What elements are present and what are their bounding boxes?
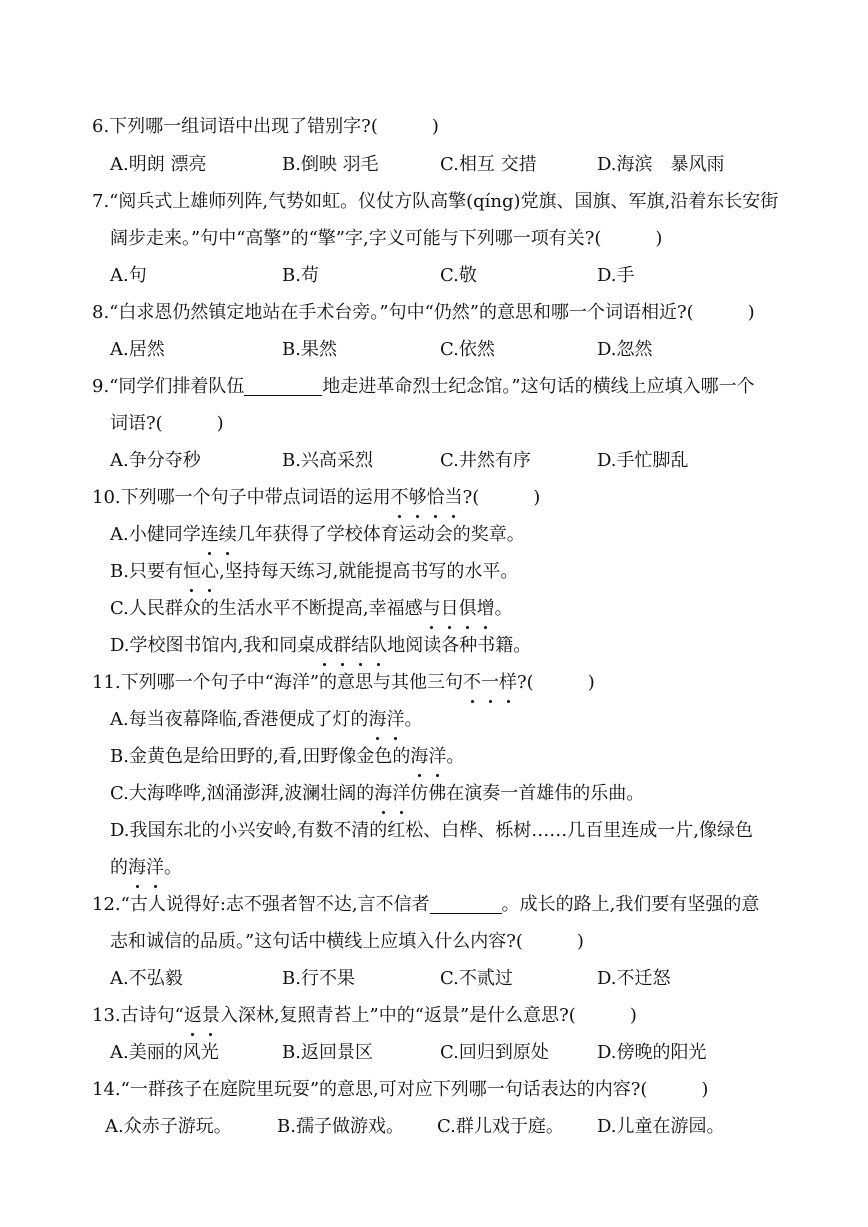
q14-options [0,1110,868,1144]
q11-a-rest: 。 [404,709,423,730]
emphasis-dot-char: 海 [374,777,392,811]
q9-stem-line1 [92,370,755,404]
q13-option-d[interactable]: D.傍晚的阳光 [597,1042,707,1063]
emphasis-dot-char: 俱 [459,592,477,626]
q11-c-dotted [374,783,410,804]
q10-option-c[interactable] [110,592,513,626]
q11-c-text: C.大海哗哗,汹涌澎湃,波澜壮阔的 [110,783,375,804]
emphasis-dot-char: 洋 [428,740,446,774]
emphasis-dot-char: 成 [315,629,333,663]
q11-a-text: A.每当夜幕降临,香港便成了灯的 [110,709,369,730]
q14-option-c[interactable]: C.群儿戏于庭。 [437,1116,564,1137]
emphasis-dot-char: 海 [410,740,428,774]
q6-option-b[interactable]: B.倒映 羽毛 [282,154,379,175]
emphasis-dot-char: 群 [333,629,351,663]
q10-option-a[interactable] [110,518,525,552]
emphasis-dot-char: 海 [368,703,386,737]
q12-answer-blank[interactable] [430,891,502,914]
q11-b-rest: 。 [446,746,465,767]
q13-stem-dotted [184,1005,220,1026]
q12-options [0,962,868,996]
emphasis-dot-char: 续 [219,518,237,552]
q10-d-text: D.学校图书馆内,我和同桌 [110,635,316,656]
q10-option-b[interactable] [110,555,518,589]
q14-stem: 14.“一群孩子在庭院里玩耍”的意思,可对应下列哪一句话表达的内容?( ) [92,1079,709,1100]
q13-options [0,1036,868,1070]
q7-stem-line1: 7.“阅兵式上雄师列阵,气势如虹。仪仗方队高擎(qíng)党旗、国旗、军旗,沿着东长安街 [92,191,779,212]
q11-stem-bracket: ?( ) [517,672,595,693]
emphasis-dot-char: 洋 [386,703,404,737]
emphasis-dot-char: 日 [441,592,459,626]
emphasis-dot-char: 景 [202,999,220,1033]
q7-stem-line2: 阔步走来。”句中“高擎”的“擎”字,字义可能与下列哪一项有关?( ) [110,228,663,249]
emphasis-dot-char: 洋 [146,851,164,885]
q12-option-a[interactable]: A.不弘毅 [110,968,183,989]
emphasis-dot-char: 一 [481,666,499,700]
q11-d-rest: 。 [164,857,182,878]
q9-option-a[interactable]: A.争分夺秒 [110,450,201,471]
q11-a-dotted [368,709,404,730]
q10-c-text: C.人民群众的生活水平不断提高,幸福感 [110,598,423,619]
q10-a-dotted [201,524,237,545]
q12-stem-line1 [92,888,759,922]
q6-option-a[interactable]: A.明朗 漂亮 [110,154,207,175]
emphasis-dot-char: 不 [391,481,409,515]
q7-option-a[interactable]: A.句 [110,265,147,286]
q11-option-d-line2[interactable] [110,851,182,885]
q8-stem: 8.“白求恩仍然镇定地站在手术台旁。”句中“仍然”的意思和哪一个词语相近?( ) [92,302,755,323]
q10-b-text: B.只要有 [110,561,183,582]
q11-stem-text: 11.下列哪一个句子中“海洋”的意思与其他三句 [92,672,464,693]
emphasis-dot-char: 心 [201,555,219,589]
q10-option-d[interactable] [110,629,531,663]
emphasis-dot-char: 够 [409,481,427,515]
emphasis-dot-char: 队 [369,629,387,663]
q7-options [0,259,868,293]
q12-option-d[interactable]: D.不迁怒 [597,968,671,989]
emphasis-dot-char: 当 [445,481,463,515]
q11-option-a[interactable] [110,703,422,737]
q9-stem-line2: 词语?( ) [110,413,224,434]
q11-stem-dotted [463,672,517,693]
emphasis-dot-char: 恰 [427,481,445,515]
q7-option-c[interactable]: C.敬 [440,265,477,286]
q9-options [0,444,868,478]
emphasis-dot-char: 增 [477,592,495,626]
q10-stem [92,481,540,515]
q9-option-b[interactable]: B.兴高采烈 [282,450,373,471]
emphasis-dot-char: 海 [128,851,146,885]
q9-stem-after: 地走进革命烈士纪念馆。”这句话的横线上应填入哪一个 [322,376,755,397]
q13-stem [92,999,637,1033]
q8-options [0,333,868,367]
q12-stem-before: 12.“古人说得好:志不强者智不达,言不信者 [92,894,430,915]
q11-stem [92,666,595,700]
q9-answer-blank[interactable] [244,373,322,396]
emphasis-dot-char: 洋 [392,777,410,811]
q11-b-text: B.金黄色是给田野的,看,田野像金色的 [110,746,411,767]
q9-option-c[interactable]: C.井然有序 [440,450,531,471]
q13-option-c[interactable]: C.回归到原处 [440,1042,549,1063]
q12-stem-after: 。成长的路上,我们要有坚强的意 [501,894,760,915]
emphasis-dot-char: 恒 [183,555,201,589]
q8-option-b[interactable]: B.果然 [282,339,337,360]
q10-a-rest: 几年获得了学校体育运动会的奖章。 [236,524,525,545]
q11-b-dotted [410,746,446,767]
q13-option-a[interactable]: A.美丽的风光 [110,1042,219,1063]
emphasis-dot-char: 与 [423,592,441,626]
q6-option-c[interactable]: C.相互 交措 [440,154,537,175]
q13-option-b[interactable]: B.返回景区 [282,1042,373,1063]
q10-stem-bracket: ?( ) [462,487,541,508]
q10-stem-text: 10.下列哪一个句子中带点词语的运用 [92,487,391,508]
q10-d-rest: 地阅读各种书籍。 [387,635,532,656]
q7-option-b[interactable]: B.苟 [282,265,319,286]
q10-a-text: A.小健同学 [110,524,201,545]
q10-stem-dotted [391,487,463,508]
q6-option-d[interactable]: D.海滨 暴风雨 [597,154,725,175]
emphasis-dot-char: 连 [201,518,219,552]
q10-b-rest: ,坚持每天练习,就能提高书写的水平。 [218,561,519,582]
q11-option-c[interactable] [110,777,644,811]
q10-c-rest: 。 [494,598,513,619]
q10-b-dotted [183,561,219,582]
q6-stem: 6.下列哪一组词语中出现了错别字?( ) [92,116,439,137]
q14-option-b[interactable]: B.孺子做游戏。 [277,1116,404,1137]
q9-option-d[interactable]: D.手忙脚乱 [597,450,689,471]
emphasis-dot-char: 不 [463,666,481,700]
q13-stem-rest: 入深林,复照青苔上”中的“返景”是什么意思?( ) [219,1005,637,1026]
q6-options [0,148,868,182]
emphasis-dot-char: 返 [184,999,202,1033]
q8-option-d[interactable]: D.忽然 [597,339,653,360]
q11-option-d-line1[interactable]: D.我国东北的小兴安岭,有数不清的红松、白桦、栎树……几百里连成一片,像绿色 [110,820,753,841]
q8-option-c[interactable]: C.依然 [440,339,495,360]
q10-c-dotted [423,598,495,619]
q12-stem-line2: 志和诚信的品质。”这句话中横线上应填入什么内容?( ) [110,931,584,952]
q11-option-b[interactable] [110,740,464,774]
q7-option-d[interactable]: D.手 [597,265,635,286]
emphasis-dot-char: 样 [499,666,517,700]
q11-c-rest: 仿佛在演奏一首雄伟的乐曲。 [410,783,645,804]
q8-option-a[interactable]: A.居然 [110,339,165,360]
q13-stem-text: 13.古诗句“ [92,1005,184,1026]
q12-option-c[interactable]: C.不贰过 [440,968,513,989]
q12-option-b[interactable]: B.行不果 [282,968,355,989]
q10-d-dotted [315,635,387,656]
q11-d-dotted [128,857,164,878]
emphasis-dot-char: 结 [351,629,369,663]
q14-option-d[interactable]: D.儿童在游园。 [597,1116,725,1137]
q9-stem-before: 9.“同学们排着队伍 [92,376,245,397]
q11-d-text: 的 [110,857,128,878]
q14-option-a[interactable]: A.众赤子游玩。 [105,1116,232,1137]
